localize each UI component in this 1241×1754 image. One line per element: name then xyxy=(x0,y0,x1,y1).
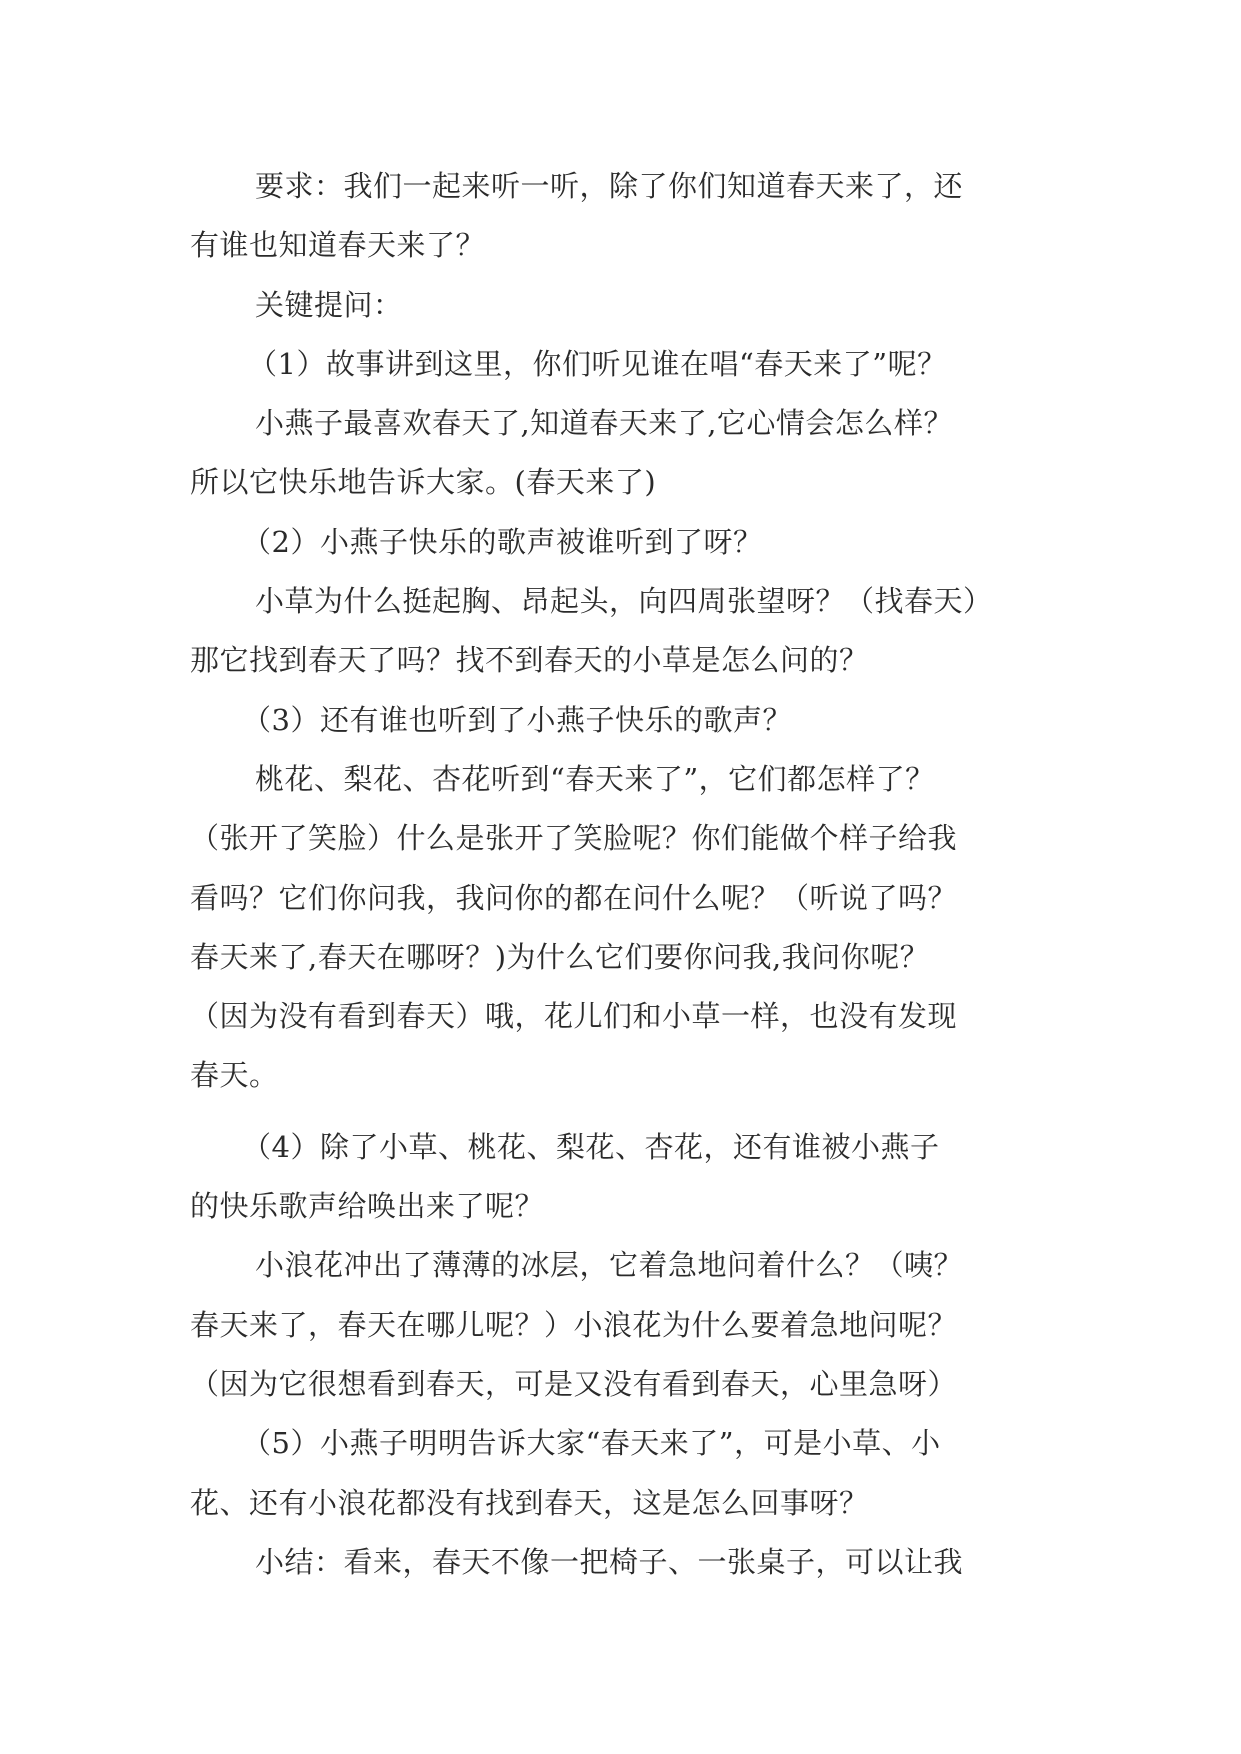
text-line: 小浪花冲出了薄薄的冰层，它着急地问着什么？（咦？ xyxy=(255,1248,964,1283)
paragraph-question-2 xyxy=(190,513,1052,572)
text-line: 要求：我们一起来听一听，除了你们知道春天来了，还 xyxy=(255,169,964,203)
text-line: 小燕子最喜欢春天了,知道春天来了,它心情会怎么样？ xyxy=(255,406,953,441)
text-line: （2）小燕子快乐的歌声被谁听到了呀？ xyxy=(242,524,763,559)
paragraph-answer-2 xyxy=(190,572,1052,691)
text-line: （5）小燕子明明告诉大家“春天来了”，可是小草、小 xyxy=(242,1426,941,1461)
text-line: 有谁也知道春天来了？ xyxy=(190,228,486,263)
text-line: 春天。 xyxy=(190,1058,279,1093)
text-line: 那它找到春天了吗？找不到春天的小草是怎么问的？ xyxy=(190,643,869,678)
text-line: （张开了笑脸）什么是张开了笑脸呢？你们能做个样子给我 xyxy=(190,821,958,856)
text-line: （3）还有谁也听到了小燕子快乐的歌声？ xyxy=(242,702,792,737)
text-line: （因为它很想看到春天，可是又没有看到春天，心里急呀） xyxy=(190,1366,958,1401)
document-body xyxy=(190,157,1052,1592)
text-line: 看吗？它们你问我，我问你的都在问什么呢？（听说了吗？ xyxy=(190,880,958,915)
text-line: 花、还有小浪花都没有找到春天，这是怎么回事呀？ xyxy=(190,1485,869,1520)
paragraph-answer-1 xyxy=(190,394,1052,513)
paragraph-question-4 xyxy=(190,1118,1052,1237)
paragraph-key-questions-heading xyxy=(190,276,1052,335)
text-line: 所以它快乐地告诉大家。(春天来了) xyxy=(190,465,657,500)
text-line: 小草为什么挺起胸、昂起头，向四周张望呀？（找春天） xyxy=(255,584,993,619)
paragraph-question-5 xyxy=(190,1414,1052,1533)
paragraph-answer-3 xyxy=(190,750,1052,1106)
paragraph-answer-4 xyxy=(190,1236,1052,1414)
text-line: 关键提问： xyxy=(255,287,403,322)
paragraph-requirement xyxy=(190,157,1052,276)
paragraph-gap xyxy=(190,1106,1052,1118)
paragraph-question-3 xyxy=(190,691,1052,750)
text-line: 的快乐歌声给唤出来了呢？ xyxy=(190,1189,545,1224)
text-line: （4）除了小草、桃花、梨花、杏花，还有谁被小燕子 xyxy=(242,1129,940,1164)
text-line: 桃花、梨花、杏花听到“春天来了”，它们都怎样了？ xyxy=(255,761,935,796)
text-line: 春天来了，春天在哪儿呢？）小浪花为什么要着急地问呢？ xyxy=(190,1307,958,1342)
paragraph-question-1 xyxy=(190,335,1052,394)
text-line: 春天来了,春天在哪呀？)为什么它们要你问我,我问你呢？ xyxy=(190,939,930,974)
paragraph-summary xyxy=(190,1533,1052,1592)
text-line: （1）故事讲到这里，你们听见谁在唱“春天来了”呢？ xyxy=(248,346,947,381)
text-line: 小结：看来，春天不像一把椅子、一张桌子，可以让我 xyxy=(255,1544,964,1579)
text-line: （因为没有看到春天）哦，花儿们和小草一样，也没有发现 xyxy=(190,999,958,1034)
